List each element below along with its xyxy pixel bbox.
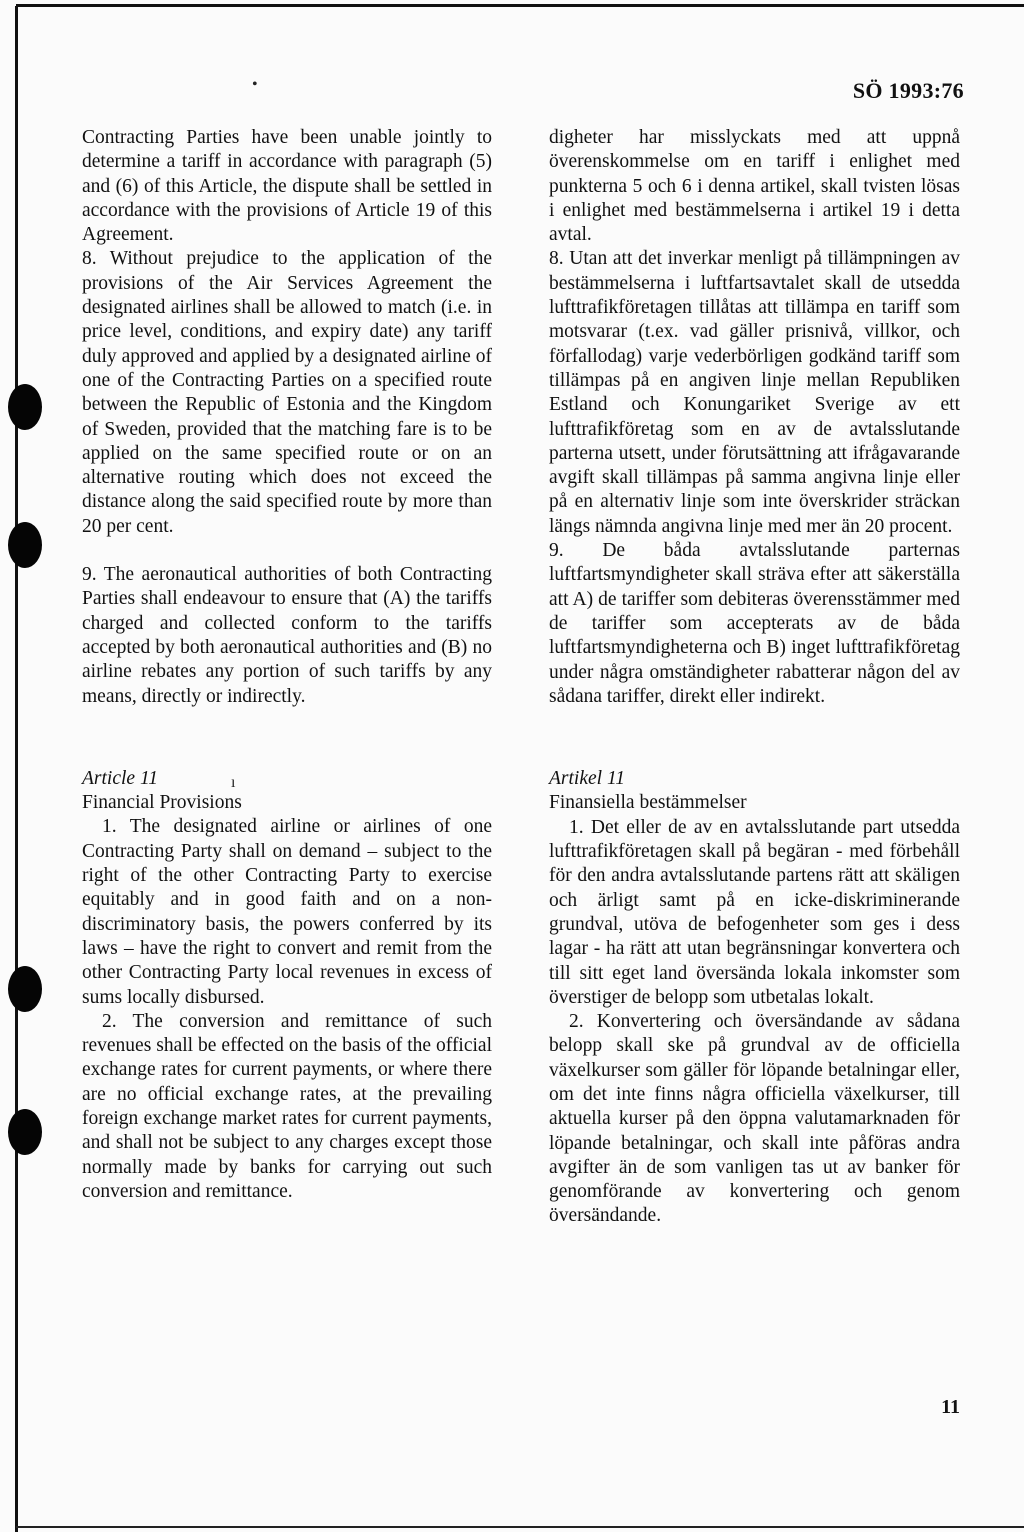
- binder-hole-mark: [8, 1109, 42, 1155]
- swedish-paragraph-9: 9. De båda avtalsslutande parternas luftfartsmyndigheter skall sträva efter att säkerställa att A) de tariffer som debiteras överensstämmer med de tariffer som accepterats av de båda luftfartsmyndigheterna och B) inget lufttrafikföretag under några omständigheter rabatterar någon del av sådana tariffer, direkt eller indirekt.: [549, 540, 960, 707]
- swedish-financial-paragraph-1: 1. Det eller de av en avtalsslutande part utsedda lufttrafikföretagen skall på begäran - med förbehåll för den andra avtalsslutande partens rätt att skäligen och ärligt samt på en icke-diskriminerande grundval, utöva de befogenheter som ges i dess lagar - ha rätt att utan begränsningar konvertera och till sitt eget land översända lokala inkomster som överstiger de belopp som utbetalas lokalt.: [549, 816, 960, 1008]
- swedish-provision-heading: Finansiella bestämmelser: [549, 792, 747, 814]
- english-financial-paragraph-2: 2. The conversion and remittance of such revenues shall be effected on the basis of the official exchange rates for current payments, or where there are no official exchange rates, at the prevailing foreign exchange market rates for current payments, and shall not be subject to any charges except those normally made by banks for carrying out such conversion and remittance.: [82, 1010, 492, 1202]
- english-paragraph-8: 8. Without prejudice to the application of the provisions of the Air Services Agreement the designated airlines shall be allowed to match (i.e. in price level, conditions, and expiry date) any tariff duly approved and applied by a designated airline of one of the Contracting Parties on a specified route between the Republic of Estonia and the Kingdom of Sweden, provided that the matching fare is to be applied on the same specified route or on an alternative routing which does not exceed the distance along the said specified route by more than 20 per cent.: [82, 248, 492, 537]
- page-number: 11: [941, 1396, 960, 1418]
- english-paragraph-9: 9. The aeronautical authorities of both Contracting Parties shall endeavour to ensure that (A) the tariffs charged and collected conform to the tariffs accepted by both aeronautical authorities and (B) no airline rebates any portion of such tariffs by any means, directly or indirectly.: [82, 564, 492, 707]
- scan-border-left: [15, 6, 18, 1532]
- english-paragraph-continued: Contracting Parties have been unable jointly to determine a tariff in accordance with paragraph (5) and (6) of this Article, the dispute shall be settled in accordance with the provisions of Article 19 of this Agreement.: [82, 127, 492, 246]
- english-article-heading: Article 11: [82, 767, 158, 789]
- binder-hole-mark: [8, 384, 42, 430]
- scan-border-top: [16, 4, 1024, 7]
- paragraph-gap: [82, 539, 492, 563]
- binder-hole-mark: [8, 522, 42, 568]
- swedish-financial-paragraph-2: 2. Konvertering och översändande av sådana belopp skall ske på grundval av de officiella växelkurser som gäller för löpande betalningar eller, om det inte finns några officiella växelkurser, till aktuella kurser på den öppna valutamarknaden för löpande betalningar, och skall inte påföras andra avgifter än de som vanligen tas ut av banker för genomförande av konvertering och genom översändande.: [549, 1011, 960, 1227]
- swedish-text-column: [549, 126, 960, 1229]
- binder-hole-mark: [8, 966, 42, 1012]
- swedish-paragraph-8: 8. Utan att det inverkar menligt på tillämpningen av bestämmelserna i luftfartsavtalet skall de utsedda lufttrafikföretagen tillåtas att tillämpa en tariff som motsvarar (t.ex. vad gäller prisnivå, villkor, och förfallodag) varje vederbörligen godkänd tariff som tillämpas på en angiven linje mellan Republiken Estland och Konungariket Sverige av ett lufttrafikföretag som en av de avtalsslutande parterna utsett, under förutsättning att ifrågavarande avgift skall tillämpas på samma angivna linje eller på en alternativ linje som inte överskrider sträckan längs nämnda angivna linje med mer än 20 procent.: [549, 248, 960, 537]
- swedish-article-heading: Artikel 11: [549, 768, 625, 790]
- section-gap: [82, 709, 492, 767]
- swedish-paragraph-continued: digheter har misslyckats med att uppnå överenskommelse om en tariff i enlighet med punkterna 5 och 6 i denna artikel, skall tvisten lösas i enlighet med bestämmelserna i artikel 19 i detta avtal.: [549, 127, 960, 246]
- english-financial-paragraph-1: 1. The designated airline or airlines of one Contracting Party shall on demand – subject to the right of the other Contracting Party to exercise equitably and in good faith and on a non-discriminatory basis, the powers conferred by its laws – have the right to convert and remit from the other Contracting Party local revenues in excess of sums locally disbursed.: [82, 816, 492, 1008]
- scan-speck: ı: [231, 774, 236, 791]
- scan-border-bottom: [16, 1526, 1024, 1528]
- scan-speck: •: [252, 76, 258, 93]
- english-provision-heading: Financial Provisions: [82, 792, 242, 814]
- section-gap: [549, 709, 960, 767]
- english-text-column: [82, 126, 492, 1204]
- document-reference: SÖ 1993:76: [852, 78, 964, 103]
